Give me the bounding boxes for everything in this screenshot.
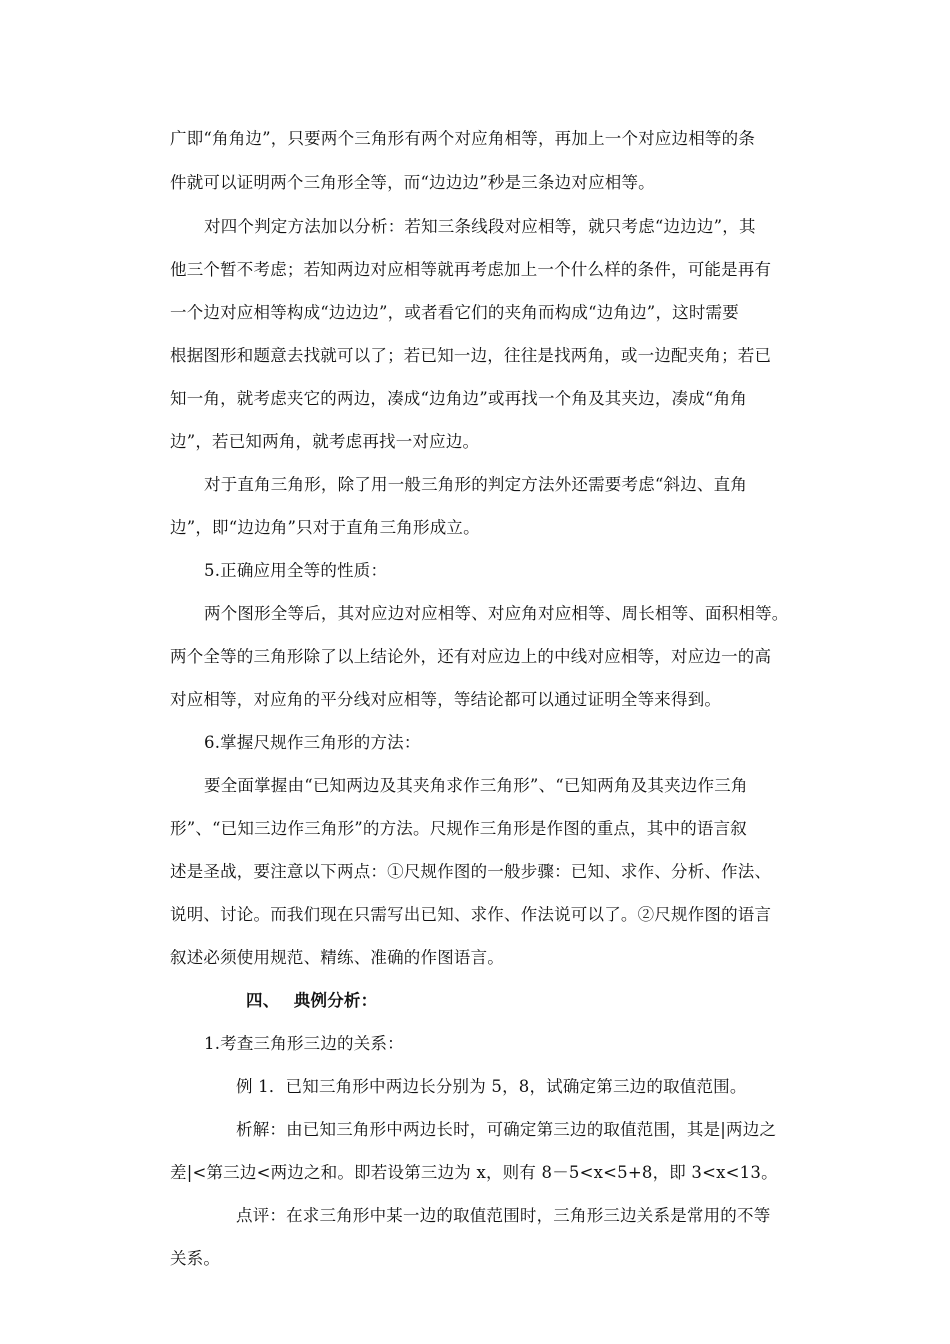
section-heading: 1.考查三角形三边的关系： <box>204 1034 404 1053</box>
text-line: 关系。 <box>170 1249 221 1268</box>
paragraph-start: 对四个判定方法加以分析：若知三条线段对应相等，就只考虑“边边边”，其 <box>204 217 756 236</box>
text-line: 根据图形和题意去找就可以了；若已知一边，往往是找两角，或一边配夹角；若已 <box>170 346 772 365</box>
text-line: 述是圣战，要注意以下两点：①尺规作图的一般步骤：已知、求作、分析、作法、 <box>170 862 772 881</box>
text-line: 差|<第三边<两边之和。即若设第三边为 x，则有 8－5<x<5+8，即 3<x<13。 <box>170 1163 778 1182</box>
text-line: 一个边对应相等构成“边边边”，或者看它们的夹角而构成“边角边”，这时需要 <box>170 303 739 322</box>
text-line: 边”，若已知两角，就考虑再找一对应边。 <box>170 432 480 451</box>
text-line: 两个全等的三角形除了以上结论外，还有对应边上的中线对应相等，对应边一的高 <box>170 647 772 666</box>
major-heading: 四、 典例分析： <box>246 991 378 1010</box>
paragraph-start: 要全面掌握由“已知两边及其夹角求作三角形”、“已知两角及其夹边作三角 <box>204 776 748 795</box>
text-line: 说明、讨论。而我们现在只需写出已知、求作、作法说可以了。②尺规作图的语言 <box>170 905 772 924</box>
section-heading: 5.正确应用全等的性质： <box>204 561 388 580</box>
text-line: 广即“角角边”，只要两个三角形有两个对应角相等，再加上一个对应边相等的条 <box>170 129 756 148</box>
text-line: 知一角，就考虑夹它的两边，凑成“边角边”或再找一个角及其夹边，凑成“角角 <box>170 389 748 408</box>
text-line: 形”、“已知三边作三角形”的方法。尺规作三角形是作图的重点，其中的语言叙 <box>170 819 748 838</box>
paragraph-start: 两个图形全等后，其对应边对应相等、对应角对应相等、周长相等、面积相等。 <box>204 604 789 623</box>
text-line: 叙述必须使用规范、精练、准确的作图语言。 <box>170 948 504 967</box>
section-heading: 6.掌握尺规作三角形的方法： <box>204 733 421 752</box>
text-line: 他三个暂不考虑；若知两边对应相等就再考虑加上一个什么样的条件，可能是再有 <box>170 260 772 279</box>
example-line: 例 1．已知三角形中两边长分别为 5，8，试确定第三边的取值范围。 <box>236 1077 747 1096</box>
comment-line: 点评：在求三角形中某一边的取值范围时，三角形三边关系是常用的不等 <box>236 1206 771 1225</box>
text-line: 边”，即“边边角”只对于直角三角形成立。 <box>170 518 480 537</box>
analysis-line: 析解：由已知三角形中两边长时，可确定第三边的取值范围，其是|两边之 <box>236 1120 777 1139</box>
text-line: 件就可以证明两个三角形全等，而“边边边”秒是三条边对应相等。 <box>170 173 655 192</box>
text-line: 对应相等，对应角的平分线对应相等，等结论都可以通过证明全等来得到。 <box>170 690 722 709</box>
paragraph-start: 对于直角三角形，除了用一般三角形的判定方法外还需要考虑“斜边、直角 <box>204 475 748 494</box>
